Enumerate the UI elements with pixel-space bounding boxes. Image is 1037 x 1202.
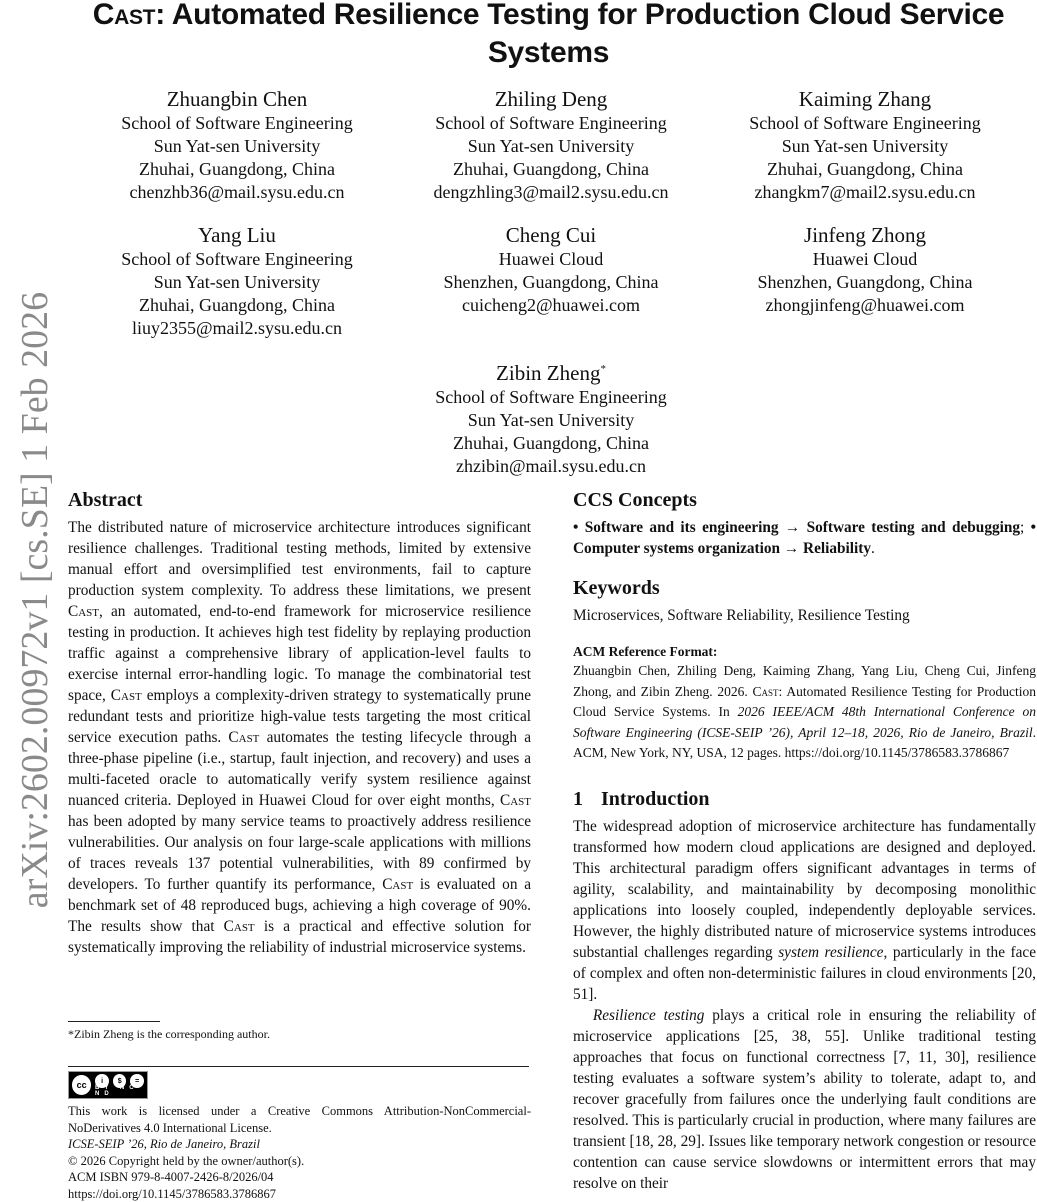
author-email: cuicheng2@huawei.com [391,294,711,317]
footnote-divider [68,1021,160,1022]
author-email: dengzhling3@mail2.sysu.edu.cn [391,181,711,204]
author-block: Jinfeng Zhong Huawei Cloud Shenzhen, Guangdong, China zhongjinfeng@huawei.com [705,222,1025,317]
ccs-concepts: • Software and its engineering → Software testing and debugging; • Computer systems organization → Reliability. [573,517,1036,559]
intro-paragraph-1: The widespread adoption of microservice architecture has fundamentally transformed how modern cloud applications are designed and deployed. This architectural paradigm offers significant advantages in terms of agility, scalability, and maintainability by decomposing monolithic applications into loosely coupled, independently deployable services. However, the highly distributed nature of microservice systems introduces substantial challenges regarding system resilience, particularly in the face of complex and often non-deterministic failures in cloud environments [20, 51]. [573,816,1036,1005]
isbn-line: ACM ISBN 979-8-4007-2426-8/2026/04 [68,1169,531,1186]
acm-reference-heading: ACM Reference Format: [573,643,1036,661]
abstract-text: The distributed nature of microservice architecture introduces significant resilience challenges. Traditional testing methods, limited by extensive manual effort and oversimplified test environments, fail to capture production system complexity. To address these limitations, we present Cast, an automated, end-to-end framework for microservice resilience testing in production. It achieves high test fidelity by replaying production traffic against a comprehensive library of application-level faults to exercise internal error-handling logic. To manage the combinatorial test space, Cast employs a complexity-driven strategy to systematically prune redundant tests and prioritize high-value tests targeting the most critical service execution paths. Cast automates the testing lifecycle through a three-phase pipeline (i.e., startup, fault injection, and recovery) and uses a multi-faceted oracle to automatically verify system resilience against nuanced criteria. Deployed in Huawei Cloud for over eight months, Cast has been adopted by many service teams to proactively address resilience vulnerabilities. Our analysis on four large-scale applications with millions of traces reveals 137 potential vulnerabilities, with 89 confirmed by developers. To further quantify its performance, Cast is evaluated on a benchmark set of 48 reproduced bugs, achieving a high coverage of 90%. The results show that Cast is a practical and effective solution for systematically improving the reliability of industrial microservice systems. [68,517,531,958]
author-email: zhangkm7@mail2.sysu.edu.cn [705,181,1025,204]
doi-link[interactable]: https://doi.org/10.1145/3786583.3786867 [68,1186,531,1202]
keywords-text: Microservices, Software Reliability, Resilience Testing [573,605,1036,626]
author-email: liuy2355@mail2.sysu.edu.cn [77,317,397,340]
author-email: zhzibin@mail.sysu.edu.cn [391,455,711,478]
nc-noncommercial-icon: $ [112,1073,128,1089]
nd-noderivatives-icon: = [129,1073,145,1089]
copyright-line: © 2026 Copyright held by the owner/author(s). [68,1153,531,1170]
intro-paragraph-2: Resilience testing plays a critical role in ensuring the reliability of microservice applications [25, 38, 55]. Unlike traditional testing approaches that focus on functional correctness [7, 11, 30], resilience testing evaluates a software system’s ability to tolerate, adapt to, and recover gracefully from failures once the underlying fault conditions are resolved. This is particularly crucial in production, where many failures are transient [18, 28, 29]. Issues like temporary network congestion or resource contention can cause service slowdowns or intermittent errors that may resolve on their [573,1005,1036,1194]
author-block: Zhiling Deng School of Software Engineering Sun Yat-sen University Zhuhai, Guangdong, China dengzhling3@mail2.sysu.edu.cn [391,86,711,204]
acm-reference-text: Zhuangbin Chen, Zhiling Deng, Kaiming Zhang, Yang Liu, Cheng Cui, Jinfeng Zhong, and Zibin Zheng. 2026. Cast: Automated Resilience Testing for Production Cloud Service Systems. In 2026 IEEE/ACM 48th International Conference on Software Engineering (ICSE-SEIP ’26), April 12–18, 2026, Rio de Janeiro, Brazil. ACM, New York, NY, USA, 12 pages. https://doi.org/10.1145/3786583.3786867 [573,661,1036,764]
arxiv-stamp: arXiv:2602.00972v1 [cs.SE] 1 Feb 2026 [10,260,60,940]
license-divider [68,1066,529,1067]
venue-line: ICSE-SEIP ’26, Rio de Janeiro, Brazil [68,1136,531,1153]
author-email: zhongjinfeng@huawei.com [705,294,1025,317]
footnote-corresponding-author: *Zibin Zheng is the corresponding author. [68,1026,531,1042]
abstract-heading: Abstract [68,487,531,513]
author-block: Zhuangbin Chen School of Software Engineering Sun Yat-sen University Zhuhai, Guangdong, China chenzhb36@mail.sysu.edu.cn [77,86,397,204]
author-block: Kaiming Zhang School of Software Engineering Sun Yat-sen University Zhuhai, Guangdong, China zhangkm7@mail2.sysu.edu.cn [705,86,1025,204]
ccs-heading: CCS Concepts [573,487,1036,513]
author-email: chenzhb36@mail.sysu.edu.cn [77,181,397,204]
cc-icon: cc [71,1074,92,1096]
author-block: Zibin Zheng* School of Software Engineering Sun Yat-sen University Zhuhai, Guangdong, China zhzibin@mail.sysu.edu.cn [391,356,711,478]
author-block: Yang Liu School of Software Engineering Sun Yat-sen University Zhuhai, Guangdong, China liuy2355@mail2.sysu.edu.cn [77,222,397,340]
left-column [68,487,531,958]
corresponding-author-mark: * [600,363,606,375]
license-block [68,1103,531,1202]
by-attribution-icon: i [94,1073,110,1089]
license-text: This work is licensed under a Creative Commons Attribution-NonCommercial-NoDerivatives 4.0 International License. [68,1103,531,1136]
cc-license-badge[interactable]: cc i $ = BY NC ND [68,1071,148,1099]
keywords-heading: Keywords [573,575,1036,601]
title-system-name: Cast [93,0,155,31]
author-block: Cheng Cui Huawei Cloud Shenzhen, Guangdong, China cuicheng2@huawei.com [391,222,711,317]
introduction-heading: 1 Introduction [573,786,1036,812]
right-column [573,487,1036,1194]
paper-title: Cast: Automated Resilience Testing for Production Cloud Service Systems [60,0,1037,72]
